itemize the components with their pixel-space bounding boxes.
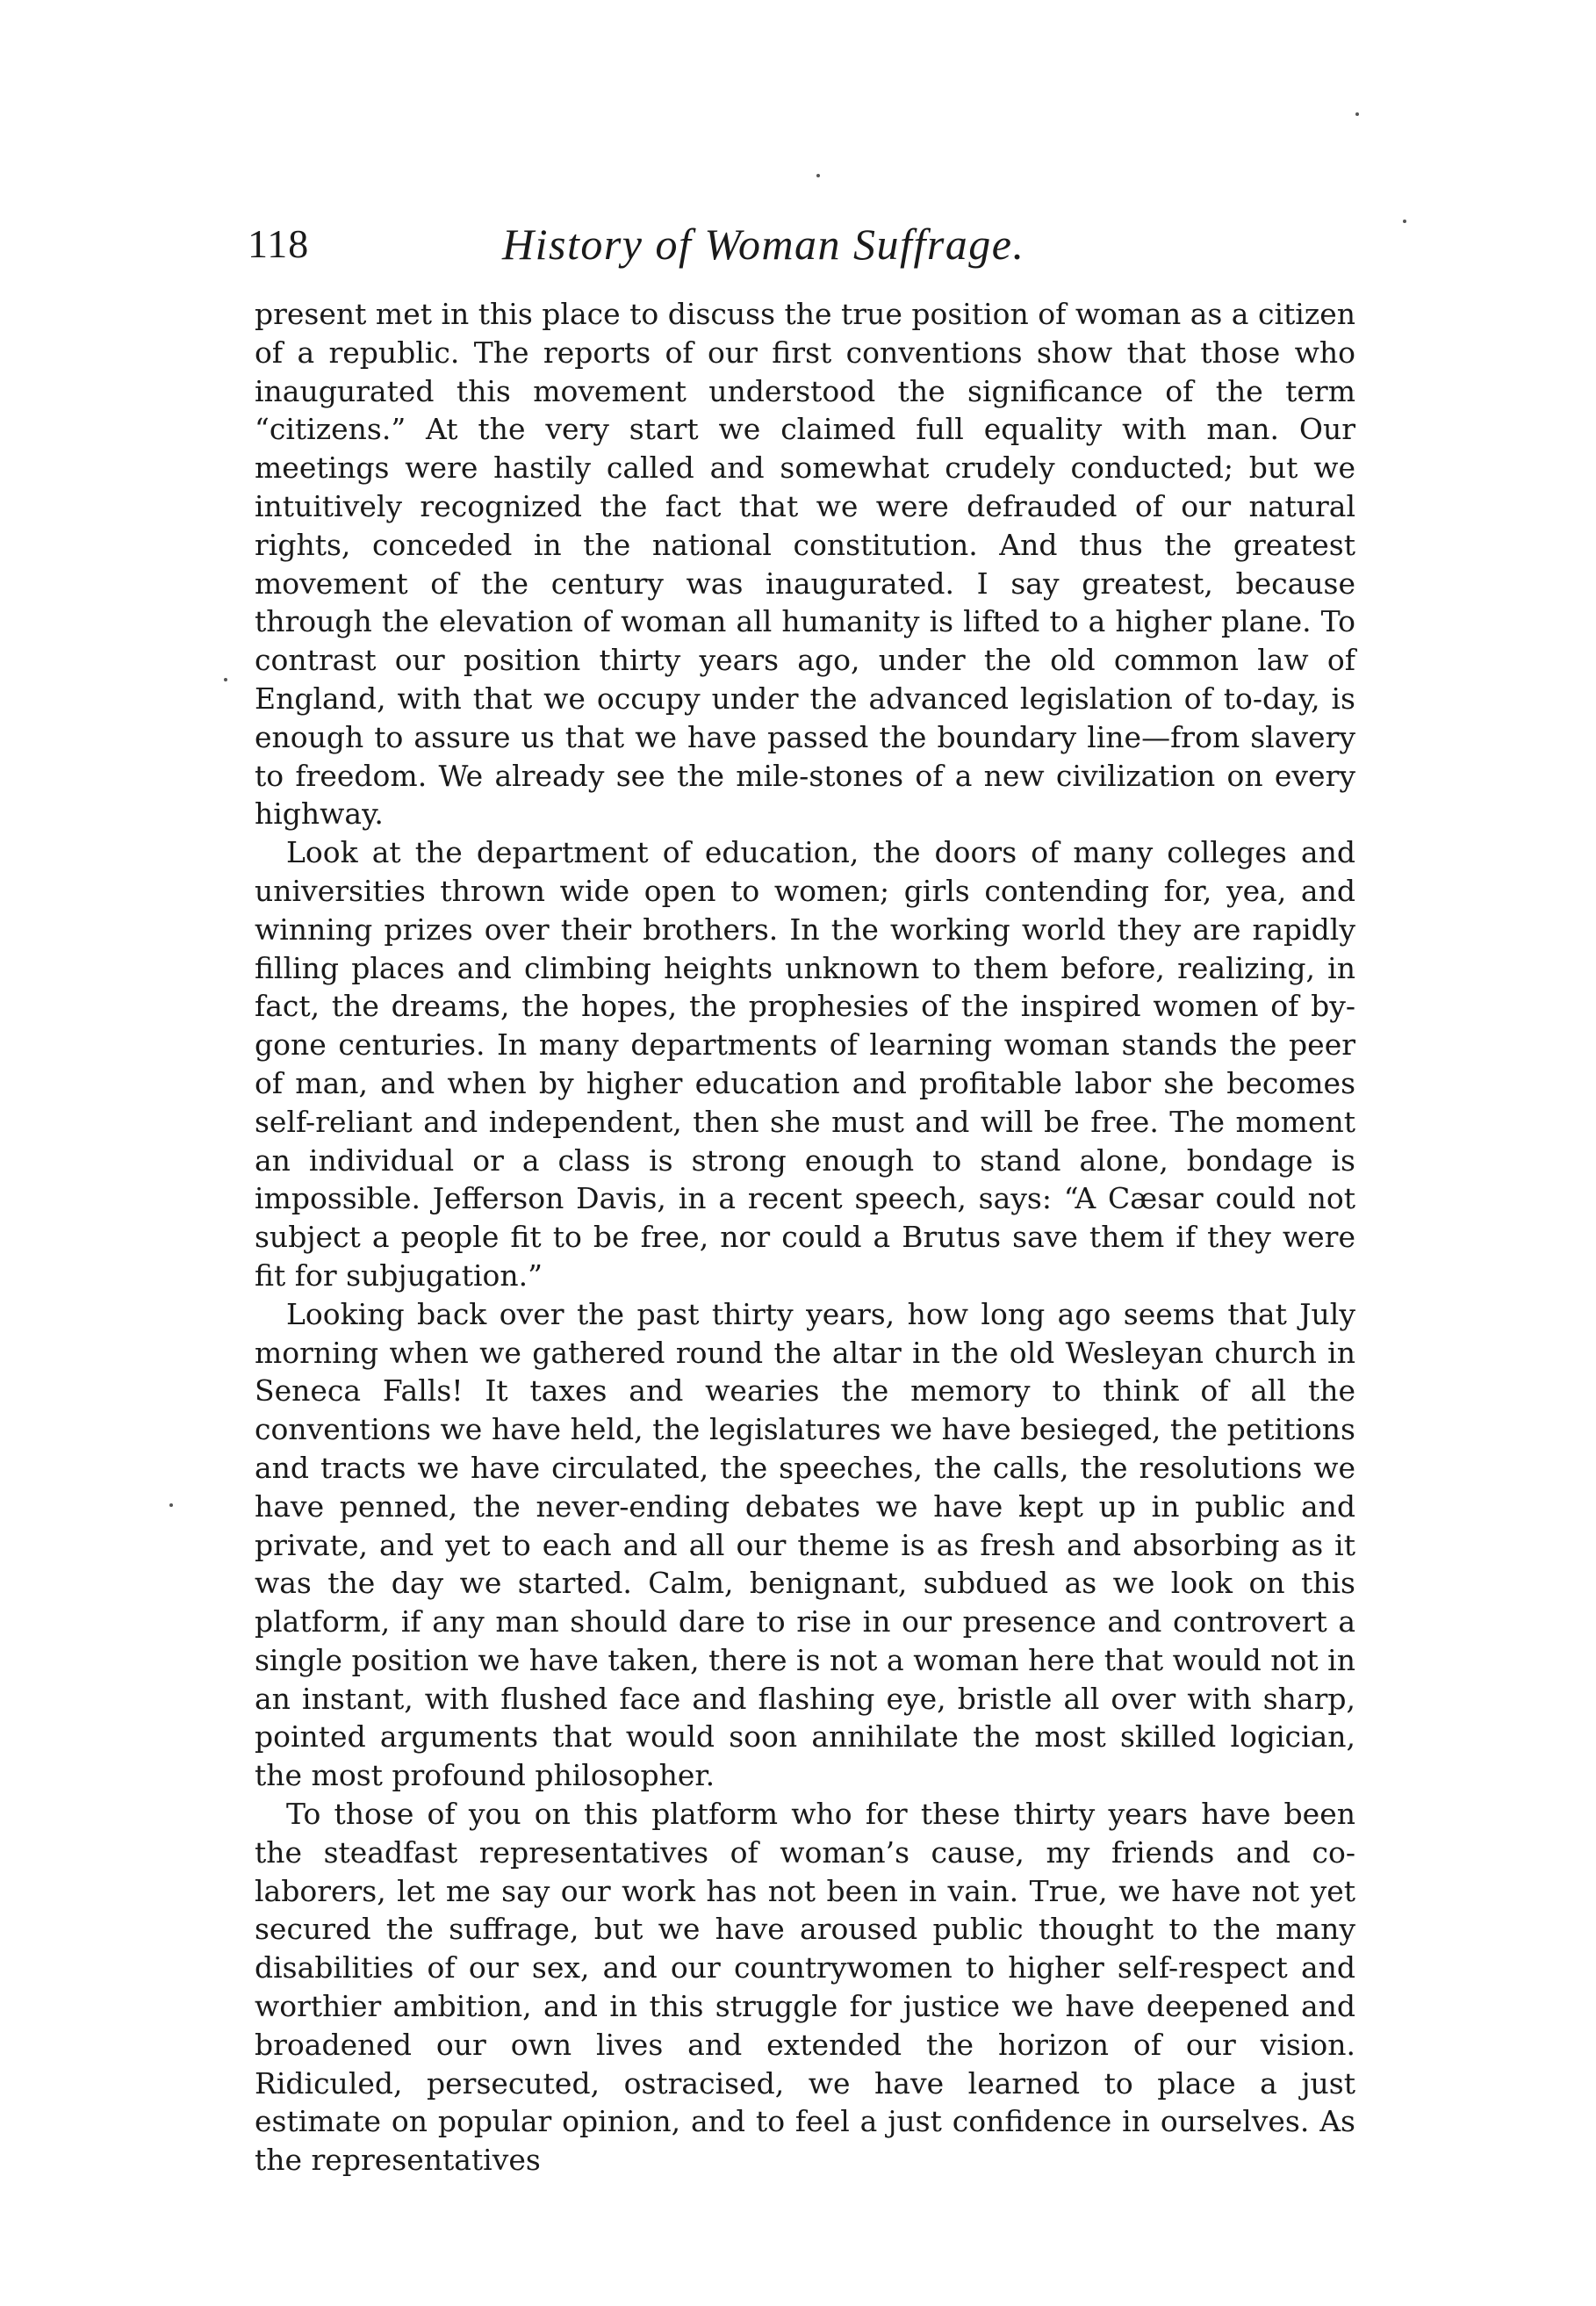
book-title: History of Woman Suffrage. [502,220,1025,269]
page-number: 118 [248,221,310,266]
scan-speck [169,1503,173,1507]
running-head [248,209,1354,279]
paragraph-1: present met in this place to discuss the true position of woman as a citizen of a republic. The reports of our first conventions show that those who inaugurated this movement understood the significance of the term “citizens.” At the very start we claimed full equality with man. Our meetings were hastily called and somewhat crudely conducted; but we intuitively recognized the fact that we were defrauded of our natural rights, conceded in the national constitution. And thus the greatest movement of the century was inaugurated. I say greatest, because through the elevation of woman all humanity is lifted to a higher plane. To contrast our position thirty years ago, under the old common law of England, with that we occupy under the advanced legislation of to-day, is enough to assure us that we have passed the boundary line—from slavery to freedom. We already see the mile-stones of a new civilization on every highway. [255,297,1355,832]
scan-speck [816,174,820,177]
paragraph-3: Looking back over the past thirty years, how long ago seems that July morning when we gathered round the altar in the old Wesleyan church in Seneca Falls! It taxes and wearies the memory to think of all the conventions we have held, the legislatures we have besieged, the petitions and tracts we have circulated, the speeches, the calls, the resolutions we have penned, the never-ending debates we have kept up in public and private, and yet to each and all our theme is as fresh and absorbing as it was the day we started. Calm, benignant, subdued as we look on this platform, if any man should dare to rise in our presence and controvert a single position we have taken, there is not a woman here that would not in an instant, with flushed face and flashing eye, bristle all over with sharp, pointed arguments that would soon annihilate the most skilled logician, the most profound philosopher. [255,1296,1355,1793]
paragraph-2: Look at the department of education, the doors of many colleges and universities thrown wide open to women; girls contending for, yea, and winning prizes over their brothers. In the working world they are rapidly filling places and climbing heights unknown to them before, realizing, in fact, the dreams, the hopes, the prophesies of the inspired women of by-gone centuries. In many departments of learning woman stands the peer of man, and when by higher education and profitable labor she becomes self-reliant and independent, then she must and will be free. The moment an individual or a class is strong enough to stand alone, bondage is impossible. Jefferson Davis, in a recent speech, says: “A Cæsar could not subject a people fit to be free, nor could a Brutus save them if they were fit for subjugation.” [255,835,1355,1293]
paragraph-4: To those of you on this platform who for these thirty years have been the steadfast representatives of woman’s cause, my friends and co-laborers, let me say our work has not been in vain. True, we have not yet secured the suffrage, but we have aroused public thought to the many disabilities of our sex, and our countrywomen to higher self-respect and worthier ambition, and in this struggle for justice we have deepened and broadened our own lives and extended the horizon of our vision. Ridiculed, persecuted, ostracised, we have learned to place a just estimate on popular opinion, and to feel a just confidence in ourselves. As the representatives [255,1797,1355,2178]
scan-speck [1403,220,1406,223]
scan-speck [224,678,227,681]
body-text [255,295,1355,2180]
scan-speck [1355,112,1359,116]
